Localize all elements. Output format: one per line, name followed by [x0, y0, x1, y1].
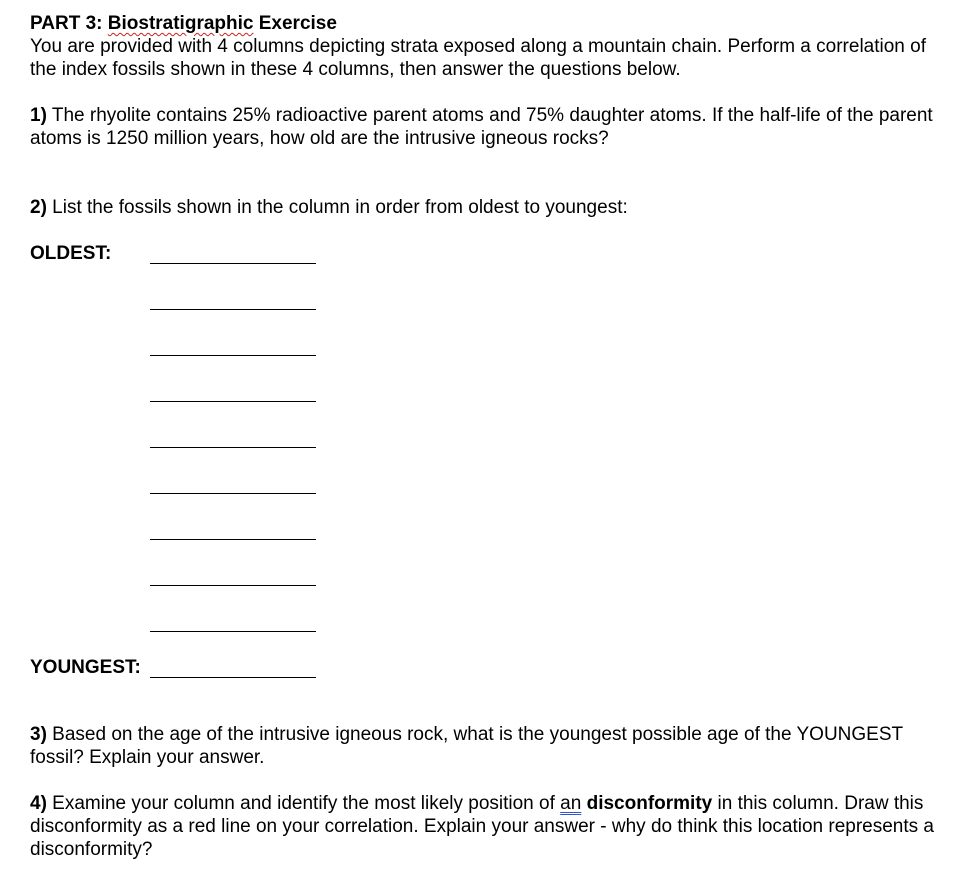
answer-blank[interactable] — [150, 493, 316, 494]
answer-blank[interactable] — [150, 309, 316, 310]
question-4-number: 4) — [30, 793, 47, 814]
question-4-text-c: in this column. Draw this disconformity as a red line on your correlation. Explain your answer - why do think this location represents a disconformity? — [30, 793, 934, 860]
heading-suffix: Exercise — [253, 13, 337, 34]
heading-underlined-word: Biostratigraphic — [107, 13, 254, 34]
intro-paragraph: You are provided with 4 columns depicting strata exposed along a mountain chain. Perform a correlation of the index fossils shown in these 4 columns, then answer the questions below. — [30, 36, 926, 80]
heading-prefix: PART 3: — [30, 13, 108, 34]
question-4-underlined-word: an — [560, 793, 582, 814]
question-3 — [30, 723, 940, 769]
fossil-order-list — [30, 240, 430, 680]
answer-blank[interactable] — [150, 401, 316, 402]
question-2-number: 2) — [30, 197, 47, 218]
question-4-bold-term: disconformity — [586, 793, 713, 814]
question-3-text: Based on the age of the intrusive igneous rock, what is the youngest possible age of the YOUNGEST fossil? Explain your answer. — [30, 724, 903, 768]
document-body — [30, 12, 940, 860]
question-4 — [30, 792, 940, 861]
answer-blank[interactable] — [150, 631, 316, 632]
answer-blank[interactable] — [150, 677, 316, 678]
question-1-text: The rhyolite contains 25% radioactive parent atoms and 75% daughter atoms. If the half-life of the parent atoms is 1250 million years, how old are the intrusive igneous rocks? — [30, 105, 933, 149]
answer-blank[interactable] — [150, 447, 316, 448]
question-1-number: 1) — [30, 105, 47, 126]
question-4-text-a: Examine your column and identify the most likely position of — [46, 793, 561, 814]
answer-blank[interactable] — [150, 539, 316, 540]
question-2 — [30, 196, 940, 219]
question-3-number: 3) — [30, 724, 47, 745]
answer-blank[interactable] — [150, 355, 316, 356]
question-1 — [30, 104, 940, 150]
section-heading — [30, 12, 940, 35]
answer-blank[interactable] — [150, 263, 316, 264]
question-2-text: List the fossils shown in the column in order from oldest to youngest: — [46, 197, 628, 218]
answer-blank[interactable] — [150, 585, 316, 586]
oldest-label: OLDEST: — [30, 243, 112, 264]
youngest-label: YOUNGEST: — [30, 657, 141, 678]
